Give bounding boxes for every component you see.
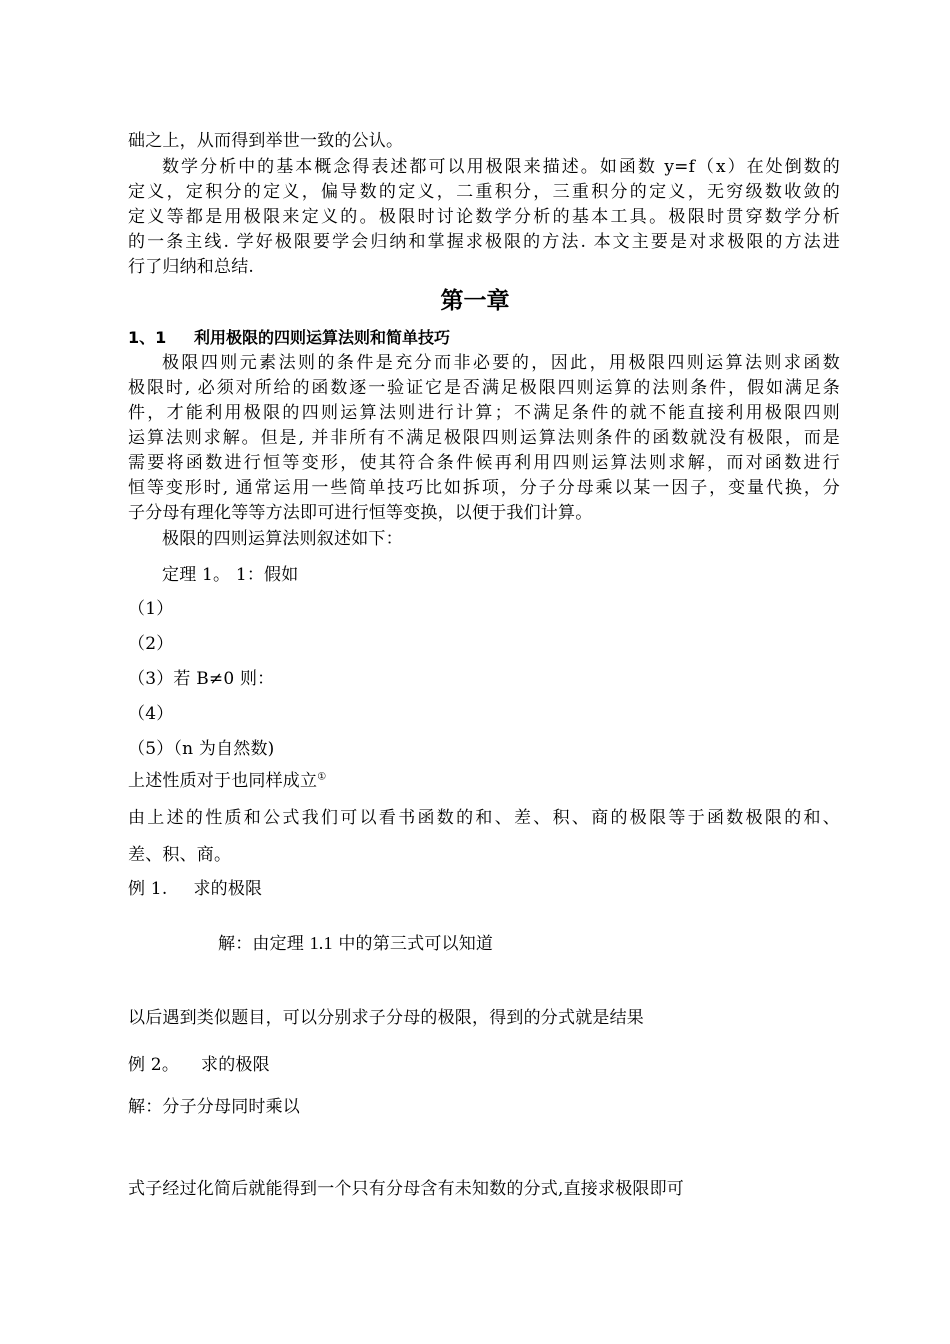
intro-paragraph-line: 行了归纳和总结. [128, 257, 255, 277]
conclusion-line: 差、积、商。 [128, 845, 232, 865]
section-number: 1、1 [128, 328, 167, 347]
body-paragraph-line: 运算法则求解。但是, 并非所有不满足极限四则运算法则条件的函数就没有极限，而是 [128, 428, 840, 448]
rule-item: （2） [128, 634, 174, 654]
intro-paragraph-line: 的一条主线. 学好极限要学会归纳和掌握求极限的方法. 本文主要是对求极限的方法进 [128, 232, 840, 252]
body-paragraph-line: 件，才能利用极限的四则运算法则进行计算；不满足条件的就不能直接利用极限四则 [128, 403, 840, 423]
footnote-mark: ① [317, 771, 327, 783]
body-paragraph-line: 子分母有理化等等方法即可进行恒等变换，以便于我们计算。 [128, 503, 593, 523]
example-1-label: 例 1. [128, 879, 168, 899]
example-1-solution-number: 1.1 [309, 933, 333, 953]
section-heading [128, 327, 450, 349]
example-1 [128, 877, 840, 901]
property-text: 上述性质对于也同样成立 [128, 771, 318, 791]
intro-paragraph-line: 定义，定积分的定义，偏导数的定义，二重积分，三重积分的定义，无穷级数收敛的 [128, 182, 840, 202]
body-paragraph-line: 极限时, 必须对所给的函数逐一验证它是否满足极限四则运算的法则条件，假如满足条 [128, 378, 840, 398]
body-paragraph-line: 需要将函数进行恒等变形，使其符合条件候再利用四则运算法则求解，而对函数进行 [128, 453, 840, 473]
example-1-solution-suffix: 中的第三式可以知道 [338, 934, 494, 954]
property-line [128, 769, 840, 793]
theorem-line: 定理 1。 1：假如 [162, 565, 299, 585]
rule-item: （1） [128, 599, 174, 619]
example-1-solution [218, 931, 840, 956]
example-1-text: 求的极限 [193, 879, 263, 899]
chapter-title: 第一章 [440, 288, 510, 314]
example-2-solution: 解：分子分母同时乘以 [128, 1097, 300, 1117]
rules-intro: 极限的四则运算法则叙述如下： [162, 529, 403, 549]
example-1-solution-prefix: 解：由定理 [218, 934, 304, 954]
rule-item: （3）若 B≠0 则： [128, 669, 275, 689]
rule-item: （4） [128, 704, 174, 724]
example-2-label: 例 2。 [128, 1055, 180, 1075]
example-2 [128, 1053, 840, 1077]
section-title: 利用极限的四则运算法则和简单技巧 [194, 328, 451, 347]
final-line: 式子经过化简后就能得到一个只有分母含有未知数的分式,直接求极限即可 [128, 1179, 685, 1199]
example-1-note: 以后遇到类似题目，可以分别求子分母的极限，得到的分式就是结果 [128, 1008, 644, 1028]
example-2-text: 求的极限 [201, 1055, 270, 1075]
body-paragraph-line: 恒等变形时, 通常运用一些简单技巧比如拆项，分子分母乘以某一因子，变量代换，分 [128, 478, 840, 498]
intro-line: 础之上，从而得到举世一致的公认。 [128, 131, 404, 151]
intro-paragraph-line: 数学分析中的基本概念得表述都可以用极限来描述。如函数 y=f（x）在处倒数的 [162, 157, 840, 177]
body-paragraph-line: 极限四则元素法则的条件是充分而非必要的，因此，用极限四则运算法则求函数 [162, 353, 840, 373]
intro-paragraph-line: 定义等都是用极限来定义的。极限时讨论数学分析的基本工具。极限时贯穿数学分析 [128, 207, 840, 227]
rule-item: （5）（n 为自然数) [128, 739, 275, 759]
conclusion-line: 由上述的性质和公式我们可以看书函数的和、差、积、商的极限等于函数极限的和、 [128, 808, 840, 828]
